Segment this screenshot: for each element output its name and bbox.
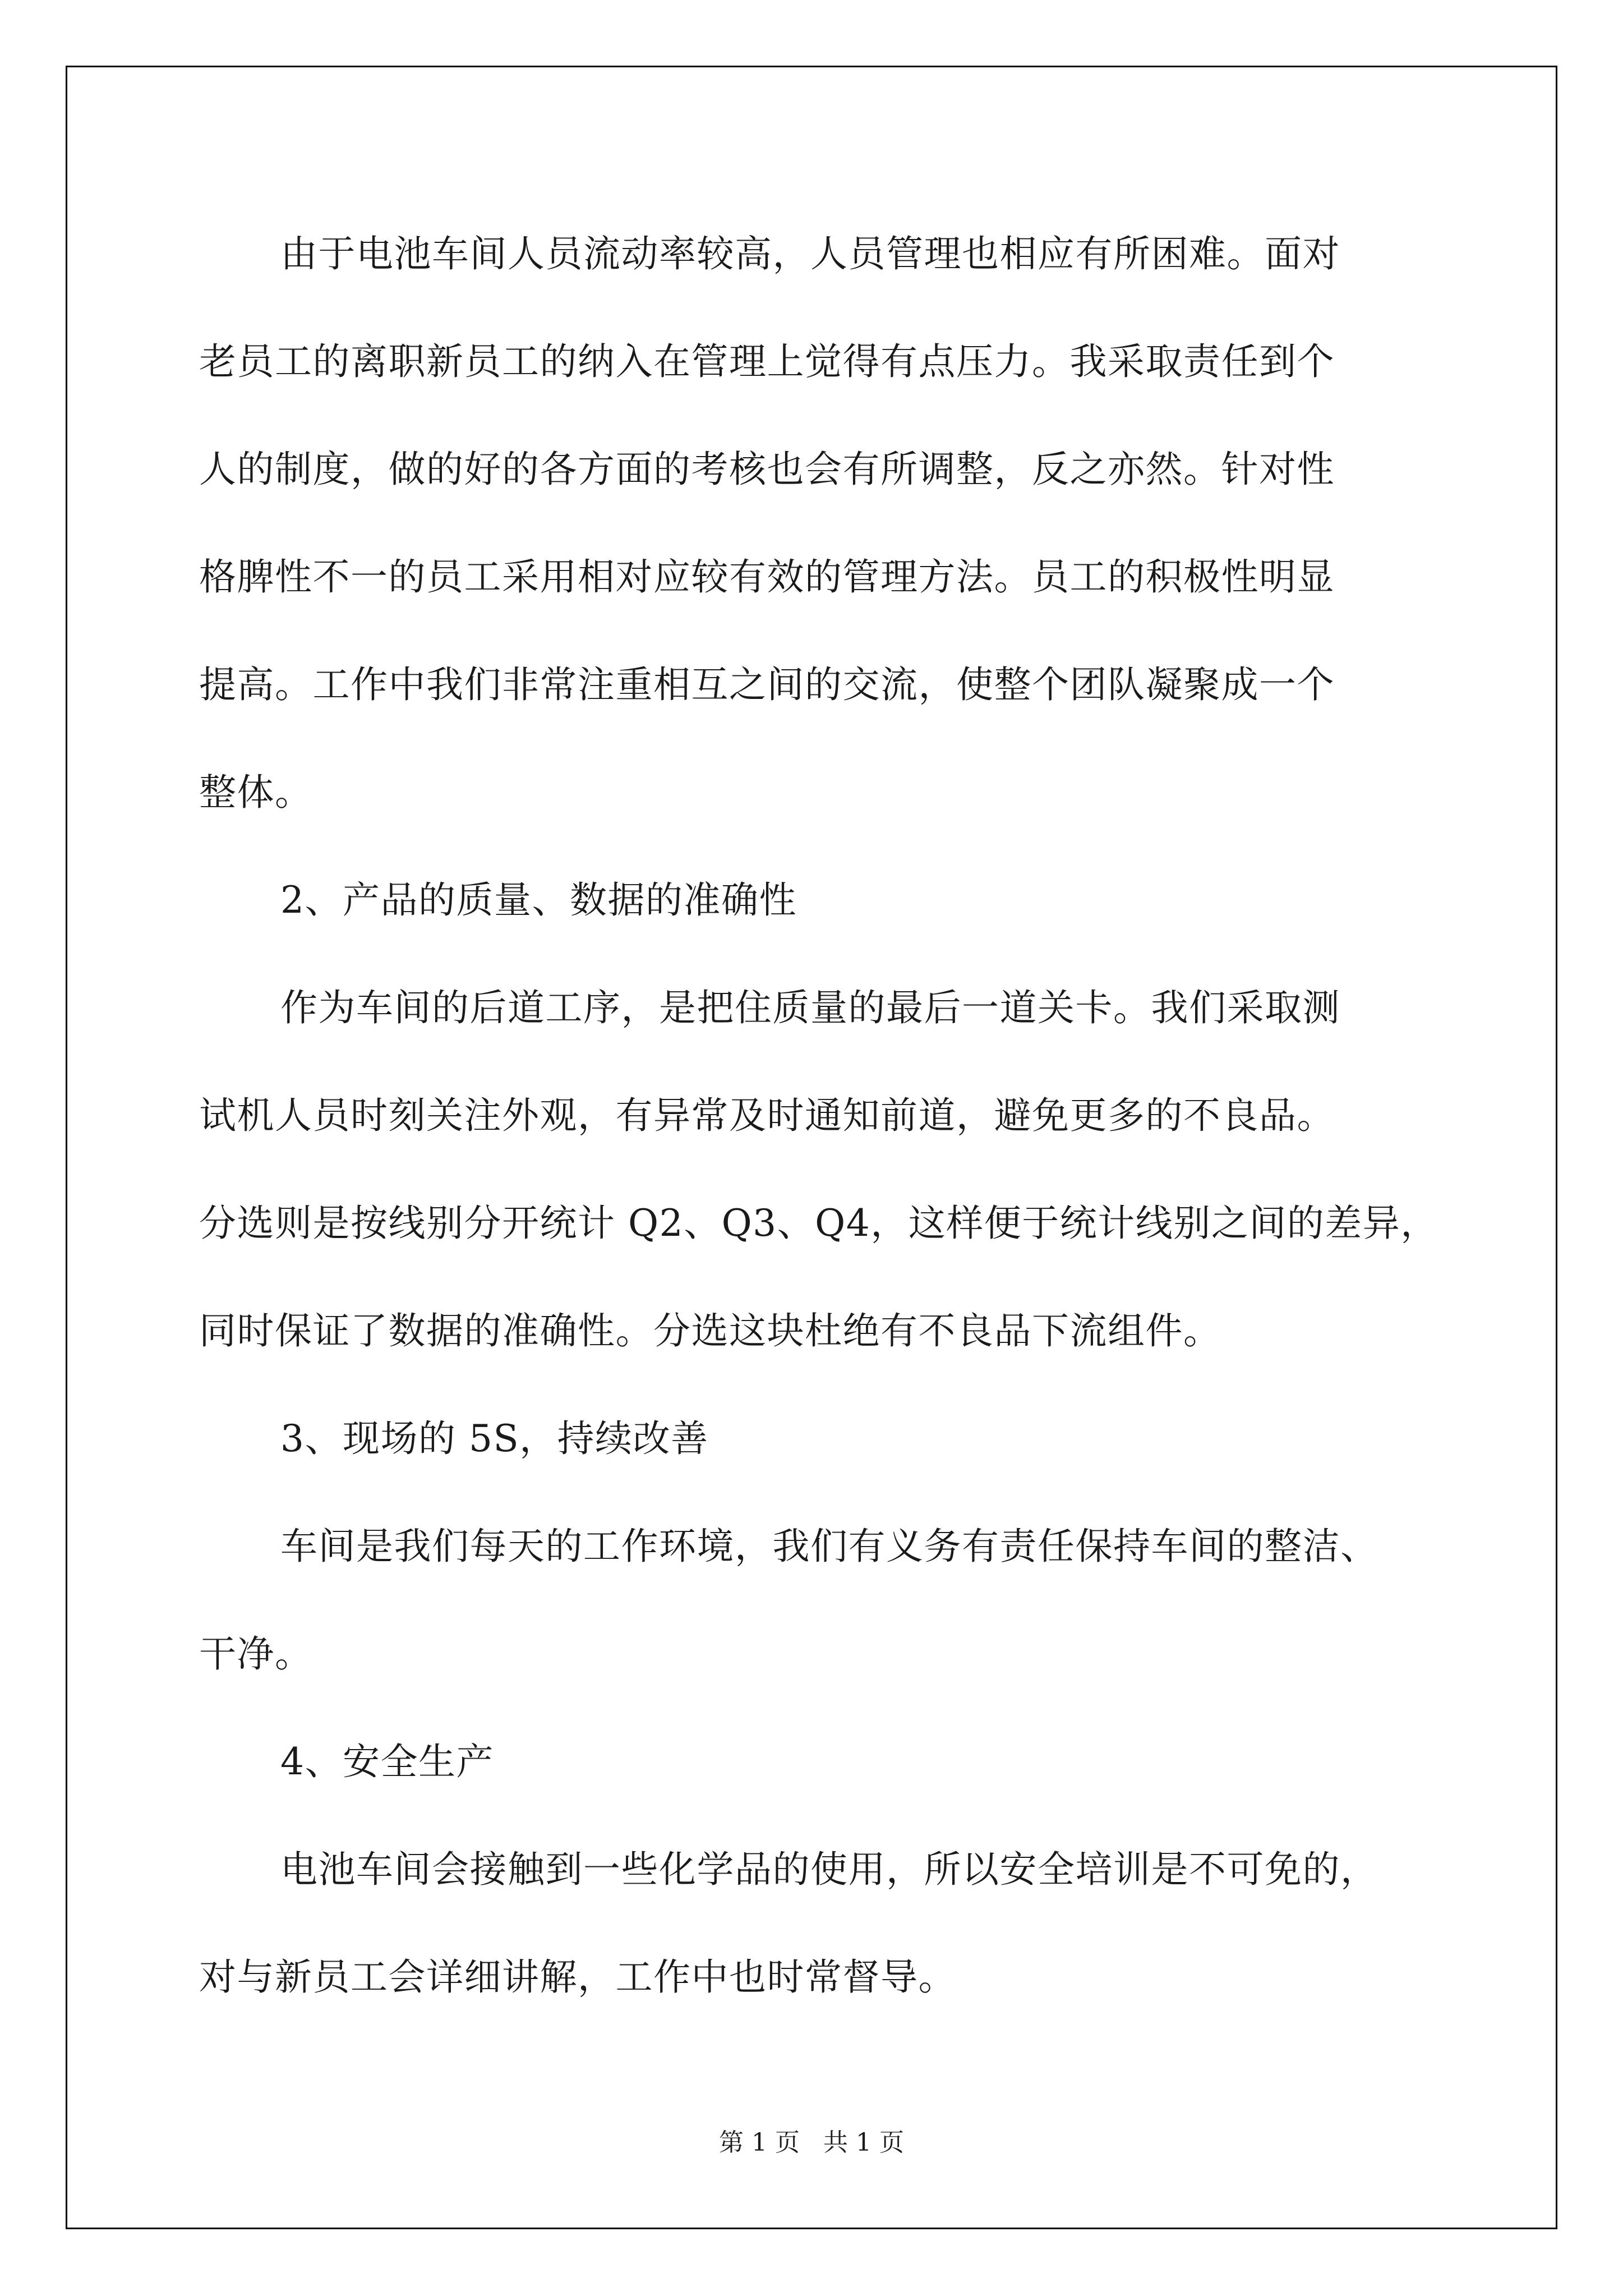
section-heading: 4、安全生产 — [280, 1740, 494, 1783]
paragraph-line: 整体。 — [199, 771, 313, 814]
section-heading: 2、产品的质量、数据的准确性 — [280, 878, 797, 922]
paragraph-line: 电池车间会接触到一些化学品的使用，所以安全培训是不可免的， — [280, 1848, 1378, 1891]
page-border — [66, 66, 1557, 2229]
paragraph-line: 由于电池车间人员流动率较高，人员管理也相应有所困难。面对 — [280, 232, 1340, 275]
paragraph-line: 人的制度，做的好的各方面的考核也会有所调整，反之亦然。针对性 — [199, 448, 1335, 491]
paragraph-line: 对与新员工会详细讲解，工作中也时常督导。 — [199, 1955, 956, 1999]
paragraph-line: 作为车间的后道工序，是把住质量的最后一道关卡。我们采取测 — [280, 986, 1340, 1029]
paragraph-line: 提高。工作中我们非常注重相互之间的交流，使整个团队凝聚成一个 — [199, 663, 1335, 706]
section-heading: 3、现场的 5S，持续改善 — [280, 1417, 709, 1460]
paragraph-line: 老员工的离职新员工的纳入在管理上觉得有点压力。我采取责任到个 — [199, 340, 1335, 383]
paragraph-line: 试机人员时刻关注外观，有异常及时通知前道，避免更多的不良品。 — [199, 1094, 1335, 1137]
paragraph-line: 车间是我们每天的工作环境，我们有义务有责任保持车间的整洁、 — [280, 1525, 1378, 1568]
paragraph-line: 干净。 — [199, 1632, 313, 1676]
paragraph-line: 同时保证了数据的准确性。分选这块杜绝有不良品下流组件。 — [199, 1309, 1221, 1352]
paragraph-line: 分选则是按线别分开统计 Q2、Q3、Q4，这样便于统计线别之间的差异， — [199, 1202, 1438, 1245]
paragraph-line: 格脾性不一的员工采用相对应较有效的管理方法。员工的积极性明显 — [199, 555, 1335, 599]
page-footer: 第 1 页 共 1 页 — [719, 2128, 904, 2157]
